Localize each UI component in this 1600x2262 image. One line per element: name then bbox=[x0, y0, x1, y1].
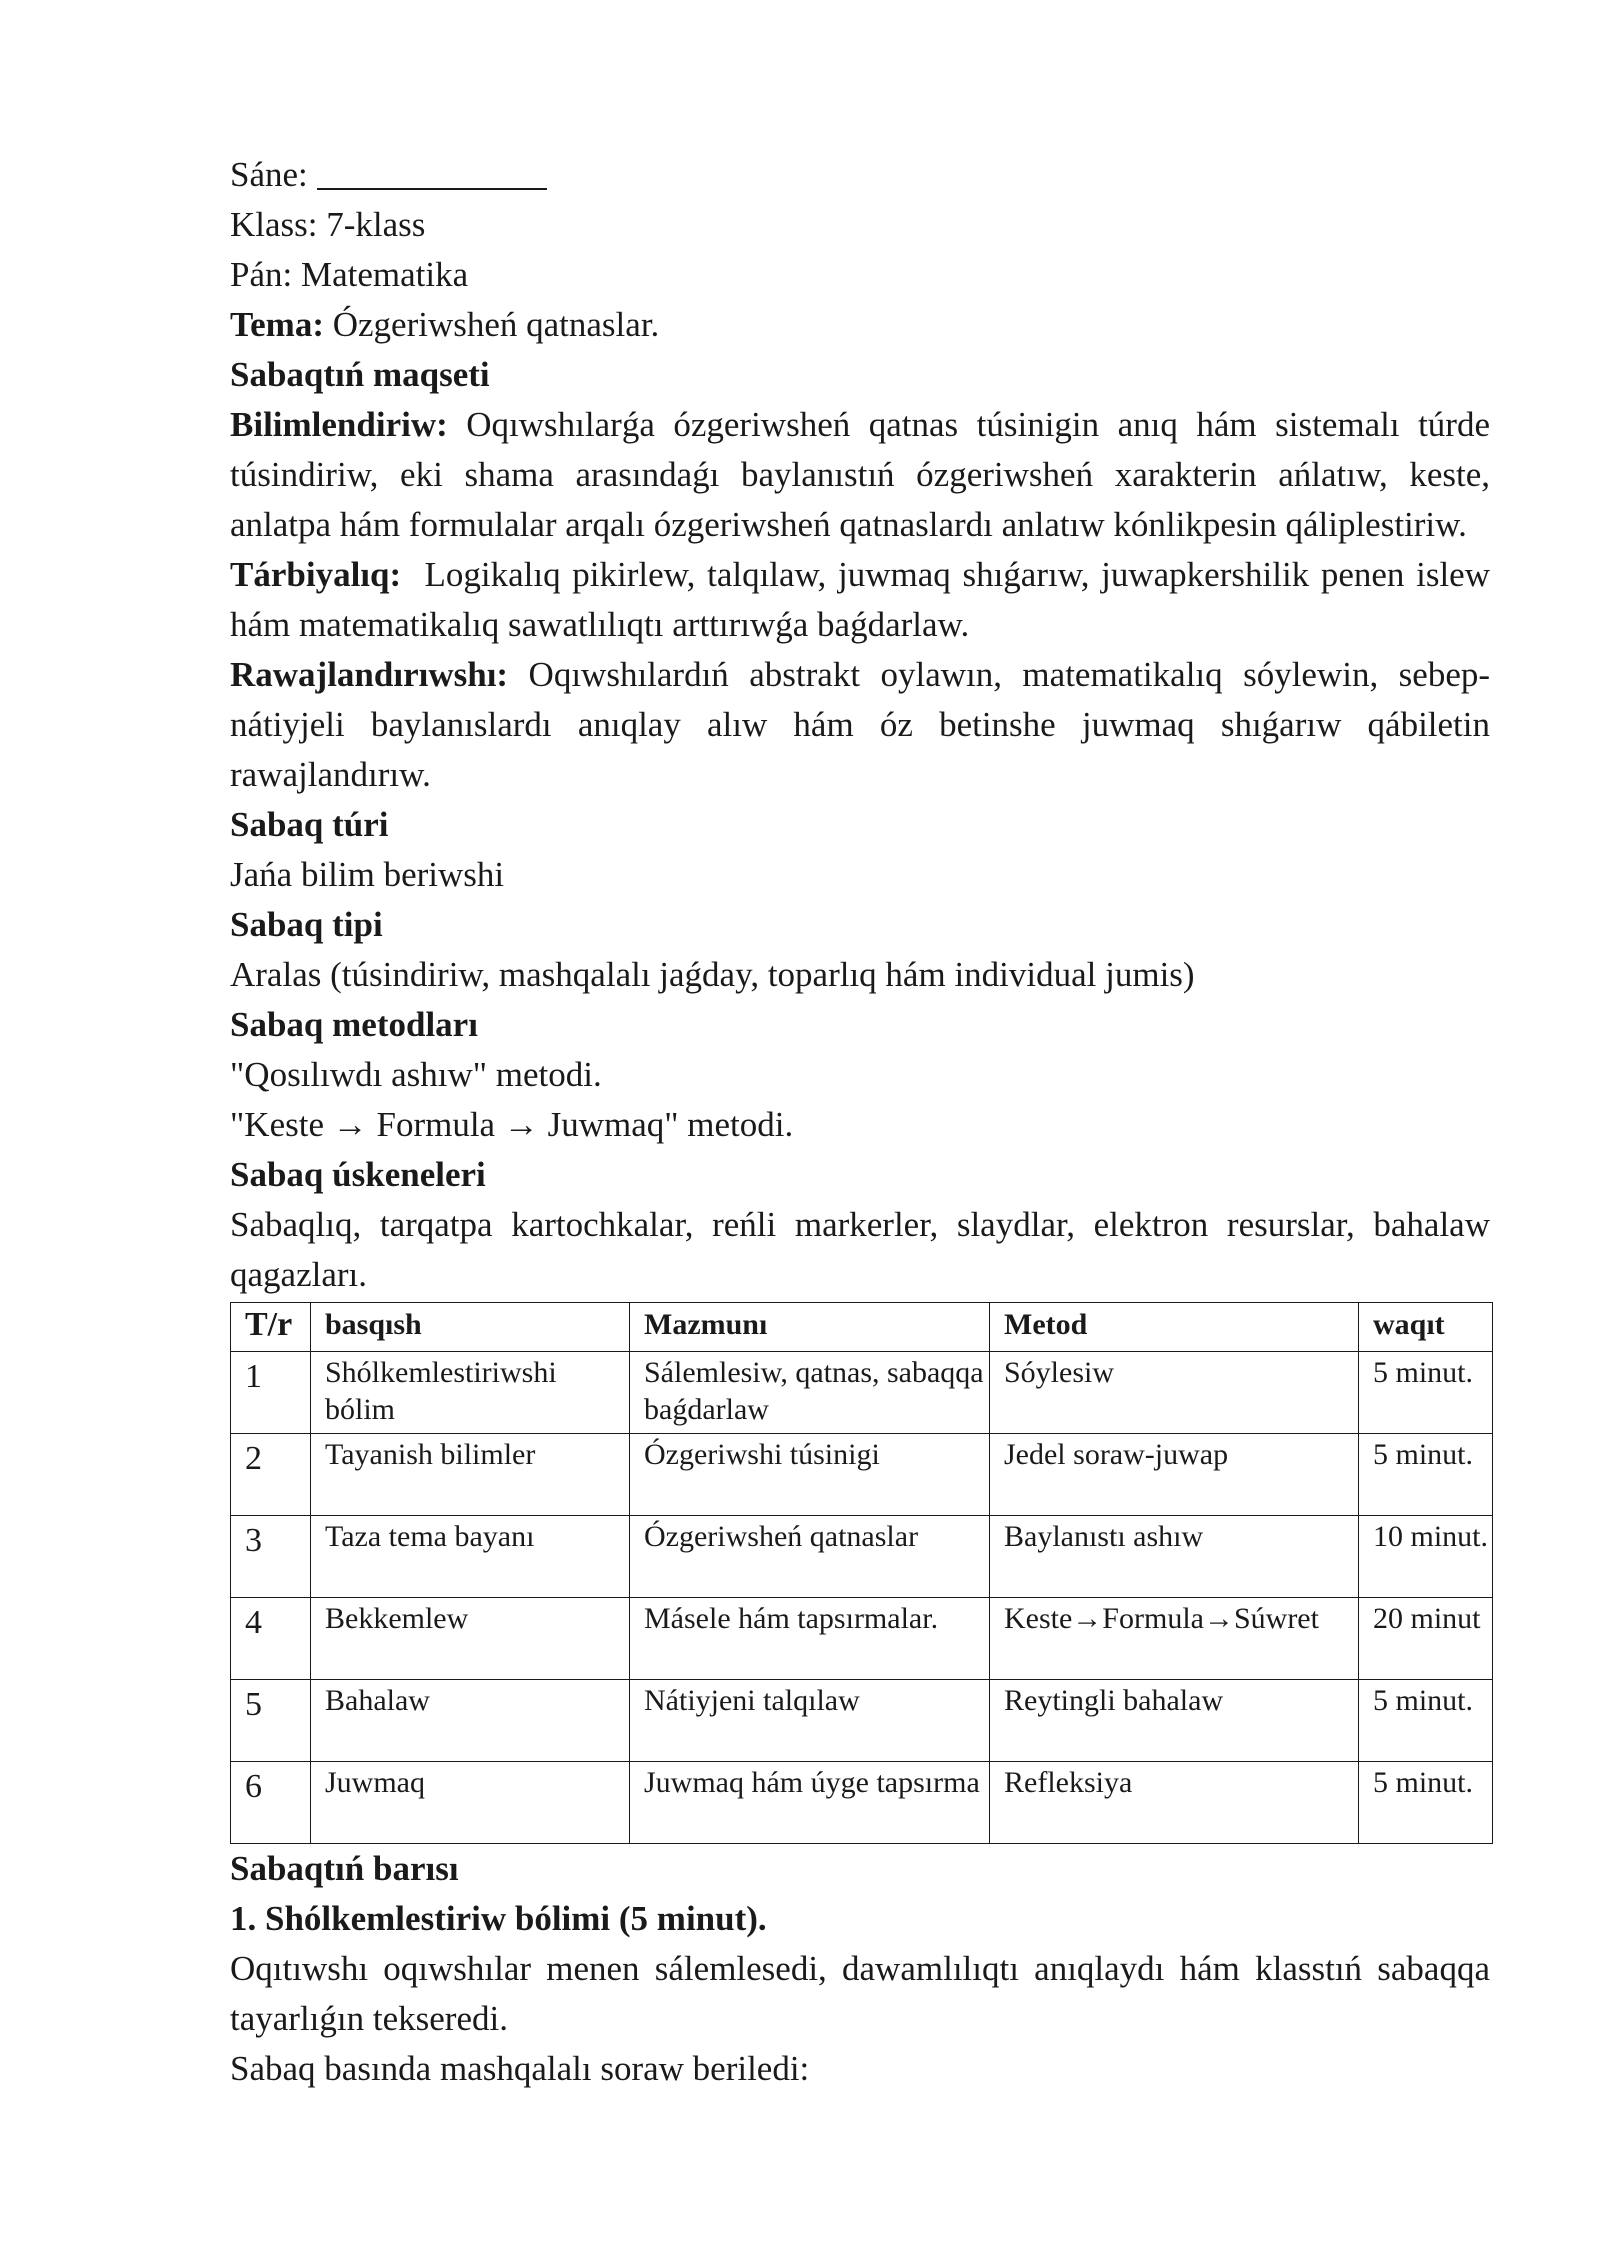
cell-content: Sálemlesiw, qatnas, sabaqqa baǵdarlaw bbox=[630, 1352, 990, 1434]
goal-educational-text: Oqıwshılarǵa ózgeriwsheń qatnas túsinigin anıq hám sistemalı túrde túsindiriw, eki shama arasındaǵı baylanıstıń ózgeriwsheń xarakterin ańlatıw, keste, anlatpa hám formulalar arqalı ózgeriwsheń qatnaslardı anlatıw kónlikpesin qáliplestiriw. bbox=[230, 405, 1490, 544]
goal-developing-text: Oqıwshılardıń abstrakt oylawın, matematikalıq sóylewin, sebep-nátiyjeli baylanıslardı anıqlay alıw hám óz betinshe juwmaq shıǵarıw qábiletin rawajlandırıw. bbox=[230, 655, 1491, 794]
cell-content: Ózgeriwsheń qatnaslar bbox=[630, 1516, 990, 1598]
goal-upbringing bbox=[230, 550, 1490, 650]
goal-upbringing-label: Tárbiyalıq: bbox=[230, 555, 402, 594]
goal-upbringing-text: Logikalıq pikirlew, talqılaw, juwmaq shıǵarıw, juwapkershilik penen islew hám matematikalıq sawatlılıqtı arttırıwǵa baǵdarlaw. bbox=[230, 555, 1490, 644]
goal-educational-label: Bilimlendiriw: bbox=[230, 405, 448, 444]
section1-question-intro: Sabaq basında mashqalalı soraw beriledi: bbox=[230, 2049, 810, 2088]
header-time: waqıt bbox=[1359, 1303, 1493, 1352]
cell-number: 6 bbox=[231, 1762, 311, 1844]
topic-line bbox=[230, 300, 1490, 350]
cell-stage: Tayanish bilimler bbox=[311, 1434, 630, 1516]
cell-number: 4 bbox=[231, 1598, 311, 1680]
equipment-value: Sabaqlıq, tarqatpa kartochkalar, reńli markerler, slaydlar, elektron resurslar, bahalaw qagazları. bbox=[230, 1205, 1490, 1294]
method-item: "Keste → Formula → Juwmaq" metodi. bbox=[230, 1105, 794, 1144]
cell-content: Ózgeriwshi túsinigi bbox=[630, 1434, 990, 1516]
cell-method: Refleksiya bbox=[990, 1762, 1359, 1844]
goal-educational bbox=[230, 400, 1490, 550]
section1-text: Oqıtıwshı oqıwshılar menen sálemlesedi, dawamlılıqtı anıqlaydı hám klasstıń sabaqqa tayarlıǵın tekseredi. bbox=[230, 1949, 1490, 2038]
cell-number: 3 bbox=[231, 1516, 311, 1598]
cell-time: 10 minut. bbox=[1359, 1516, 1493, 1598]
table-row bbox=[231, 1598, 1493, 1680]
cell-method: Baylanıstı ashıw bbox=[990, 1516, 1359, 1598]
lesson-kind-value: Aralas (túsindiriw, mashqalalı jaǵday, toparlıq hám individual jumis) bbox=[230, 955, 1195, 994]
lesson-plan-content bbox=[230, 150, 1490, 2094]
lesson-type-value: Jańa bilim beriwshi bbox=[230, 855, 505, 894]
table-row bbox=[231, 1516, 1493, 1598]
section1-heading: 1. Shólkemlestiriw bólimi (5 minut). bbox=[230, 1899, 767, 1938]
cell-stage: Taza tema bayanı bbox=[311, 1516, 630, 1598]
cell-stage: Shólkemlestiriwshi bólim bbox=[311, 1352, 630, 1434]
cell-time: 5 minut. bbox=[1359, 1762, 1493, 1844]
lesson-plan-table bbox=[230, 1302, 1493, 1844]
method-item: "Qosılıwdı ashıw" metodi. bbox=[230, 1055, 602, 1094]
table-row bbox=[231, 1434, 1493, 1516]
progress-heading: Sabaqtıń barısı bbox=[230, 1849, 459, 1888]
cell-content: Nátiyjeni talqılaw bbox=[630, 1680, 990, 1762]
table-row bbox=[231, 1352, 1493, 1434]
methods-heading: Sabaq metodları bbox=[230, 1005, 478, 1044]
header-number: T/r bbox=[231, 1303, 311, 1352]
table-row bbox=[231, 1762, 1493, 1844]
cell-time: 5 minut. bbox=[1359, 1680, 1493, 1762]
goals-heading: Sabaqtıń maqseti bbox=[230, 355, 490, 394]
lesson-type-heading: Sabaq túri bbox=[230, 805, 389, 844]
topic-label: Tema: bbox=[230, 305, 324, 344]
table-header-row bbox=[231, 1303, 1493, 1352]
subject-line: Pán: Matematika bbox=[230, 255, 469, 294]
cell-content: Juwmaq hám úyge tapsırma bbox=[630, 1762, 990, 1844]
cell-time: 5 minut. bbox=[1359, 1434, 1493, 1516]
goal-developing-label: Rawajlandırıwshı: bbox=[230, 655, 509, 694]
cell-stage: Bahalaw bbox=[311, 1680, 630, 1762]
cell-number: 5 bbox=[231, 1680, 311, 1762]
cell-content: Másele hám tapsırmalar. bbox=[630, 1598, 990, 1680]
cell-method: Jedel soraw-juwap bbox=[990, 1434, 1359, 1516]
topic-value: Ózgeriwsheń qatnaslar. bbox=[332, 305, 660, 344]
header-method: Metod bbox=[990, 1303, 1359, 1352]
table-row bbox=[231, 1680, 1493, 1762]
date-line bbox=[230, 150, 1490, 200]
header-stage: basqısh bbox=[311, 1303, 630, 1352]
cell-method: Reytingli bahalaw bbox=[990, 1680, 1359, 1762]
class-line: Klass: 7-klass bbox=[230, 205, 426, 244]
cell-number: 2 bbox=[231, 1434, 311, 1516]
cell-stage: Juwmaq bbox=[311, 1762, 630, 1844]
cell-time: 20 minut bbox=[1359, 1598, 1493, 1680]
cell-method: Keste→Formula→Súwret bbox=[990, 1598, 1359, 1680]
cell-method: Sóylesiw bbox=[990, 1352, 1359, 1434]
cell-time: 5 minut. bbox=[1359, 1352, 1493, 1434]
header-content: Mazmunı bbox=[630, 1303, 990, 1352]
cell-number: 1 bbox=[231, 1352, 311, 1434]
goal-developing bbox=[230, 650, 1490, 800]
equipment-heading: Sabaq úskeneleri bbox=[230, 1155, 486, 1194]
date-label: Sáne: bbox=[230, 155, 308, 194]
cell-stage: Bekkemlew bbox=[311, 1598, 630, 1680]
lesson-kind-heading: Sabaq tipi bbox=[230, 905, 383, 944]
date-blank bbox=[317, 152, 547, 190]
